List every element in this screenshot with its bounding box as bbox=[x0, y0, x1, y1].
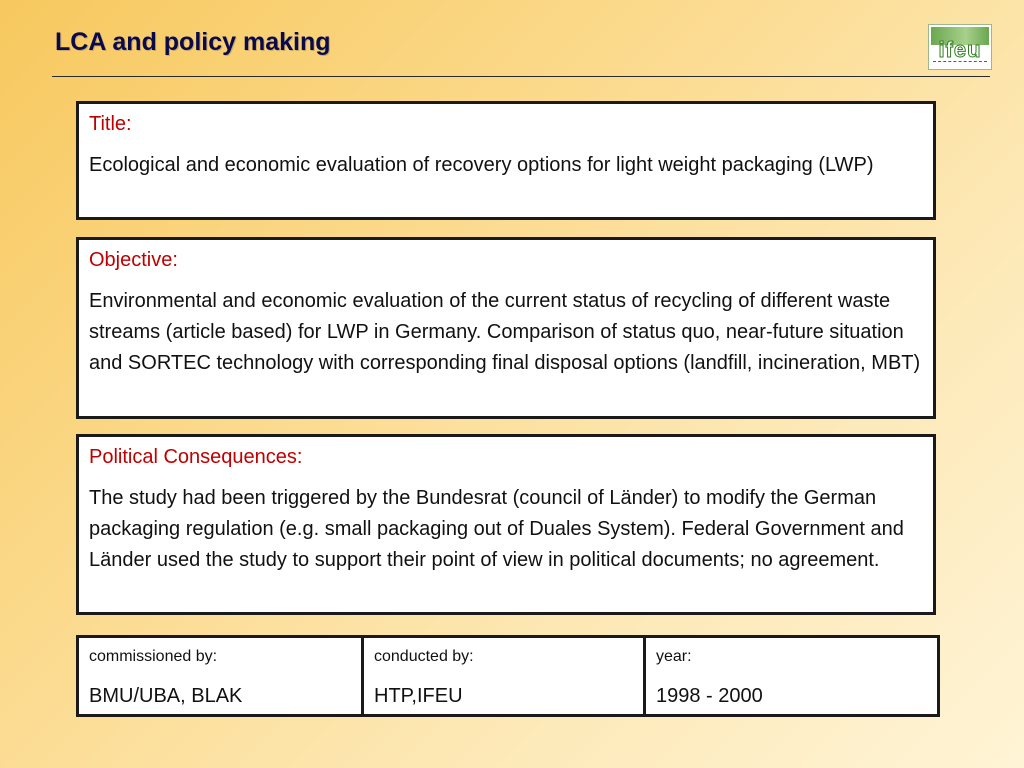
conducted-value: HTP,IFEU bbox=[374, 685, 463, 707]
commissioned-value: BMU/UBA, BLAK bbox=[89, 685, 243, 707]
objective-section-text: Environmental and economic evaluation of the current status of recycling of different waste streams (article based) for LWP in Germany. Comparison of status quo, near-future situation and SORTEC technology with corresponding final disposal options (landfill, incineration, MBT) bbox=[89, 290, 921, 374]
consequences-section-text: The study had been triggered by the Bundesrat (council of Länder) to modify the German packaging regulation (e.g. small packaging out of Duales System). Federal Government and Länder used the study to support their point of view in political documents; no agreement. bbox=[89, 487, 904, 571]
conducted-label: conducted by: bbox=[374, 648, 474, 665]
commissioned-cell bbox=[79, 638, 361, 714]
title-section-text: Ecological and economic evaluation of recovery options for light weight packaging (LWP) bbox=[89, 154, 874, 176]
conducted-cell bbox=[361, 638, 643, 714]
ifeu-logo-icon bbox=[928, 24, 992, 70]
year-label: year: bbox=[656, 648, 692, 665]
logo-wordmark: ifeu bbox=[938, 37, 982, 62]
slide-title: LCA and policy making bbox=[55, 28, 331, 56]
consequences-section-label: Political Consequences: bbox=[89, 446, 303, 468]
consequences-section bbox=[76, 434, 936, 615]
year-value: 1998 - 2000 bbox=[656, 685, 763, 707]
title-divider bbox=[52, 76, 990, 77]
objective-section-label: Objective: bbox=[89, 249, 178, 271]
title-section-label: Title: bbox=[89, 113, 132, 135]
title-section bbox=[76, 101, 936, 220]
objective-section bbox=[76, 237, 936, 419]
year-cell bbox=[643, 638, 937, 714]
study-info-table bbox=[76, 635, 940, 717]
commissioned-label: commissioned by: bbox=[89, 648, 218, 665]
logo-rail bbox=[933, 61, 987, 65]
